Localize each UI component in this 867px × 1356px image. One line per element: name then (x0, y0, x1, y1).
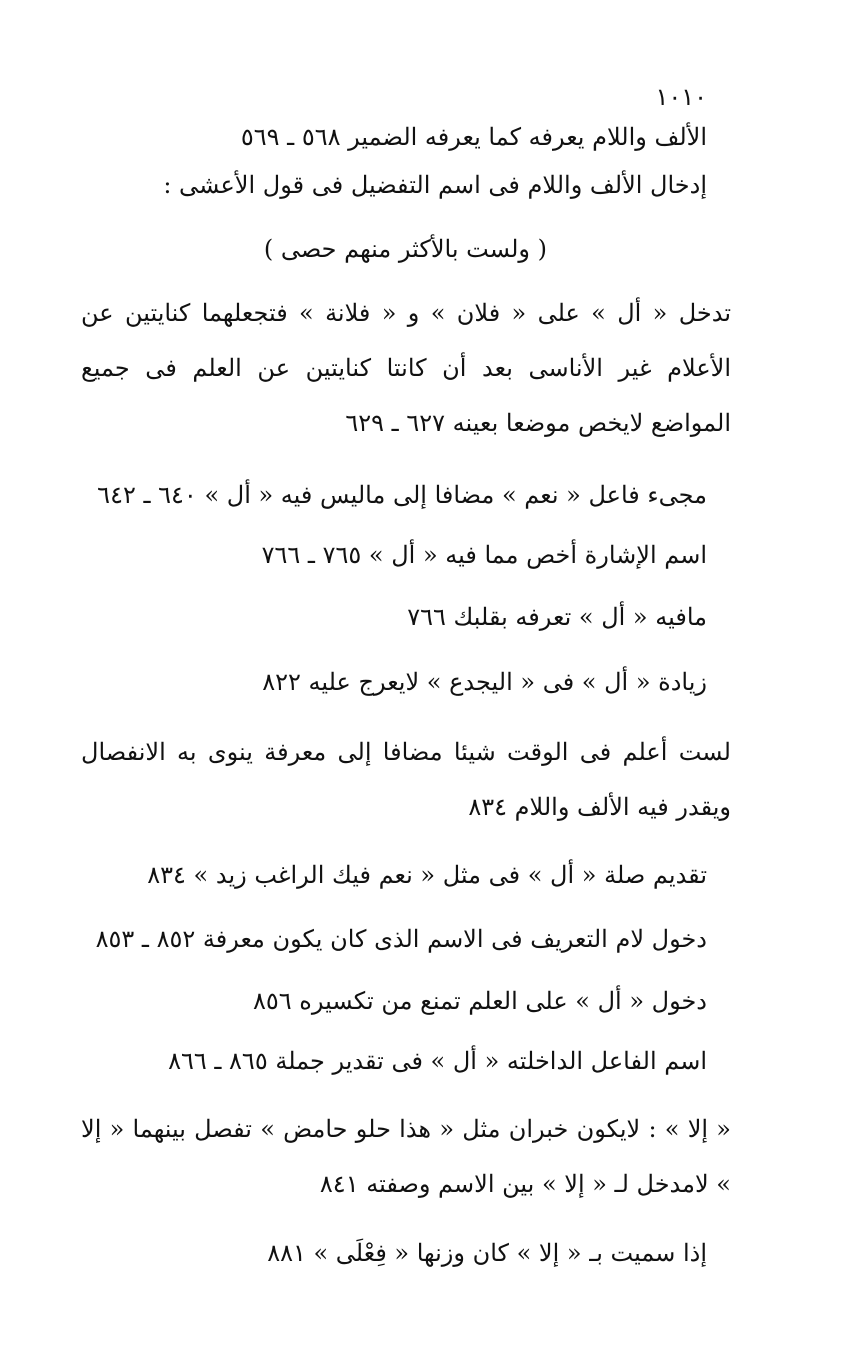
paragraph: تدخل « أل » على « فلان » و « فلانة » فتجعلهما كنايتين عن الأعلام غير الأناسى بعد أن كانتا كنايتين عن العلم فى جميع المواضع لايخص موضعا بعينه ٦٢٧ ـ ٦٢٩ (81, 299, 731, 437)
paragraph: « إلا » : لايكون خبران مثل « هذا حلو حامض » تفصل بينهما « إلا » لامدخل لـ « إلا » بين الاسم وصفته ٨٤١ (81, 1115, 731, 1198)
index-line: الألف واللام يعرفه كما يعرفه الضمير ٥٦٨ ـ ٥٦٩ (240, 123, 707, 151)
index-entry: زيادة « أل » فى « اليجدع » لايعرج عليه ٨٢٢ (262, 668, 707, 696)
paragraph: لست أعلم فى الوقت شيئا مضافا إلى معرفة ينوى به الانفصال ويقدر فيه الألف واللام ٨٣٤ (81, 738, 731, 821)
index-entry: مجىء فاعل « نعم » مضافا إلى ماليس فيه « أل » ٦٤٠ ـ ٦٤٢ (97, 481, 707, 509)
index-entry: دخول « أل » على العلم تمنع من تكسيره ٨٥٦ (252, 987, 707, 1015)
index-entry: تقديم صلة « أل » فى مثل « نعم فيك الراغب زيد » ٨٣٤ (147, 861, 707, 889)
index-entry: اسم الإشارة أخص مما فيه « أل » ٧٦٥ ـ ٧٦٦ (261, 541, 707, 569)
index-entry: اسم الفاعل الداخلته « أل » فى تقدير جملة ٨٦٥ ـ ٨٦٦ (168, 1047, 707, 1075)
index-entry: إذا سميت بـ « إلا » كان وزنها « فِعْلَى » ٨٨١ (267, 1239, 707, 1267)
verse-quotation: ( ولست بالأكثر منهم حصى ) (263, 235, 547, 263)
index-line: إدخال الألف واللام فى اسم التفضيل فى قول الأعشى : (163, 171, 707, 199)
index-entry: دخول لام التعريف فى الاسم الذى كان يكون معرفة ٨٥٢ ـ ٨٥٣ (95, 925, 707, 953)
index-entry: مافيه « أل » تعرفه بقلبك ٧٦٦ (407, 603, 707, 631)
page-number: ١٠١٠ (655, 83, 707, 111)
